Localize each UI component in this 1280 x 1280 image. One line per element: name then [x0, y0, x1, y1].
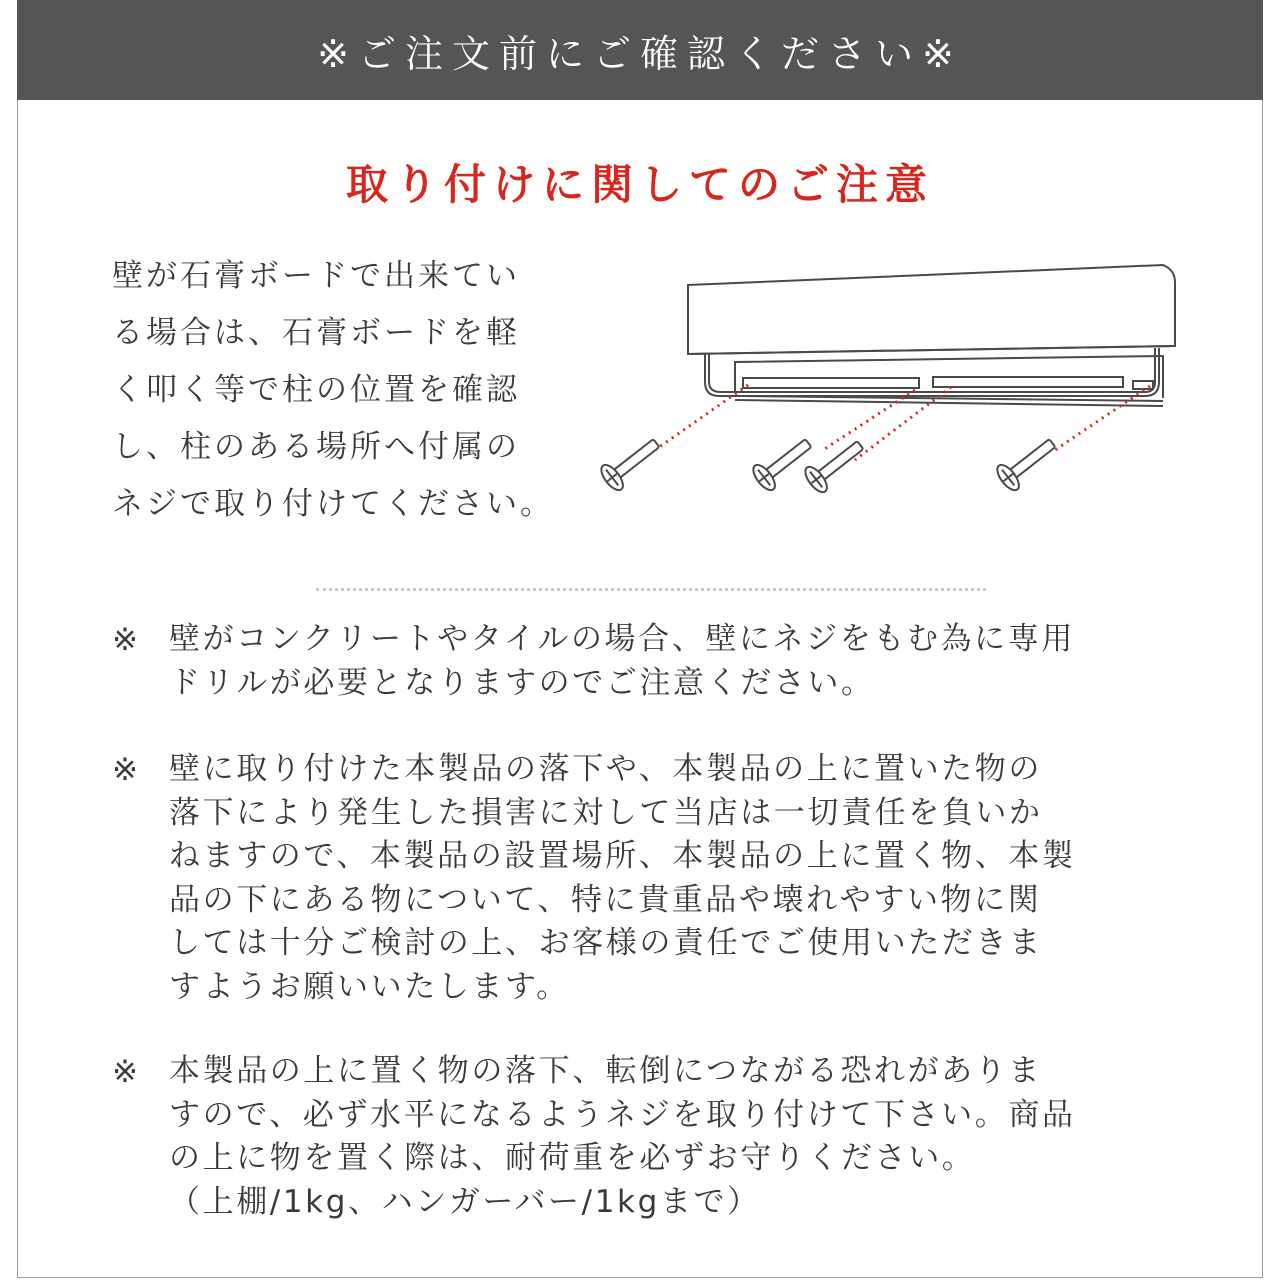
note-line: 品の下にある物について、特に貴重品や壊れやすい物に関	[169, 881, 1042, 918]
note-mark: ※	[112, 1054, 138, 1090]
note-line: 壁がコンクリートやタイルの場合、壁にネジをもむ為に専用	[169, 621, 1075, 657]
header-title: ※ご注文前にご確認ください※	[317, 31, 963, 76]
note-line: 本製品の上に置く物の落下、転倒につながる恐れがありま	[169, 1053, 1042, 1089]
shelf-mounting-illustration	[585, 250, 1185, 510]
note-line: しては十分ご検討の上、お客様の責任でご使用いただきま	[169, 925, 1043, 961]
intro-line: く叩く等で柱の位置を確認	[112, 372, 520, 408]
intro-line: し、柱のある場所へ付属の	[112, 429, 520, 465]
note-line: の上に物を置く際は、耐荷重を必ずお守りください。	[169, 1140, 976, 1176]
note-line: 落下により発生した損害に対して当店は一切責任を負いか	[169, 794, 1043, 831]
note-line: （上棚/1kg、ハンガーバー/1kgまで）	[169, 1183, 761, 1220]
note-mark: ※	[112, 752, 138, 788]
intro-line: 壁が石膏ボードで出来てい	[112, 258, 520, 294]
note-line: ねますので、本製品の設置場所、本製品の上に置く物、本製	[169, 838, 1076, 874]
note-mark: ※	[112, 622, 138, 658]
note-line: 壁に取り付けた本製品の落下や、本製品の上に置いた物の	[169, 751, 1042, 787]
dotted-divider	[316, 588, 986, 591]
note-line: すようお願いいたします。	[169, 968, 570, 1005]
shelf-icon	[688, 265, 1175, 406]
intro-line: る場合は、石膏ボードを軽	[112, 315, 520, 351]
intro-line: ネジで取り付けてください。	[112, 486, 554, 522]
note-line: ドリルが必要となりますのでご注意ください。	[169, 664, 875, 701]
note-line: すので、必ず水平になるようネジを取り付けて下さい。商品	[169, 1096, 1076, 1133]
intro-text	[112, 248, 554, 533]
header-banner	[17, 0, 1263, 100]
section-title: 取り付けに関してのご注意	[345, 160, 934, 209]
